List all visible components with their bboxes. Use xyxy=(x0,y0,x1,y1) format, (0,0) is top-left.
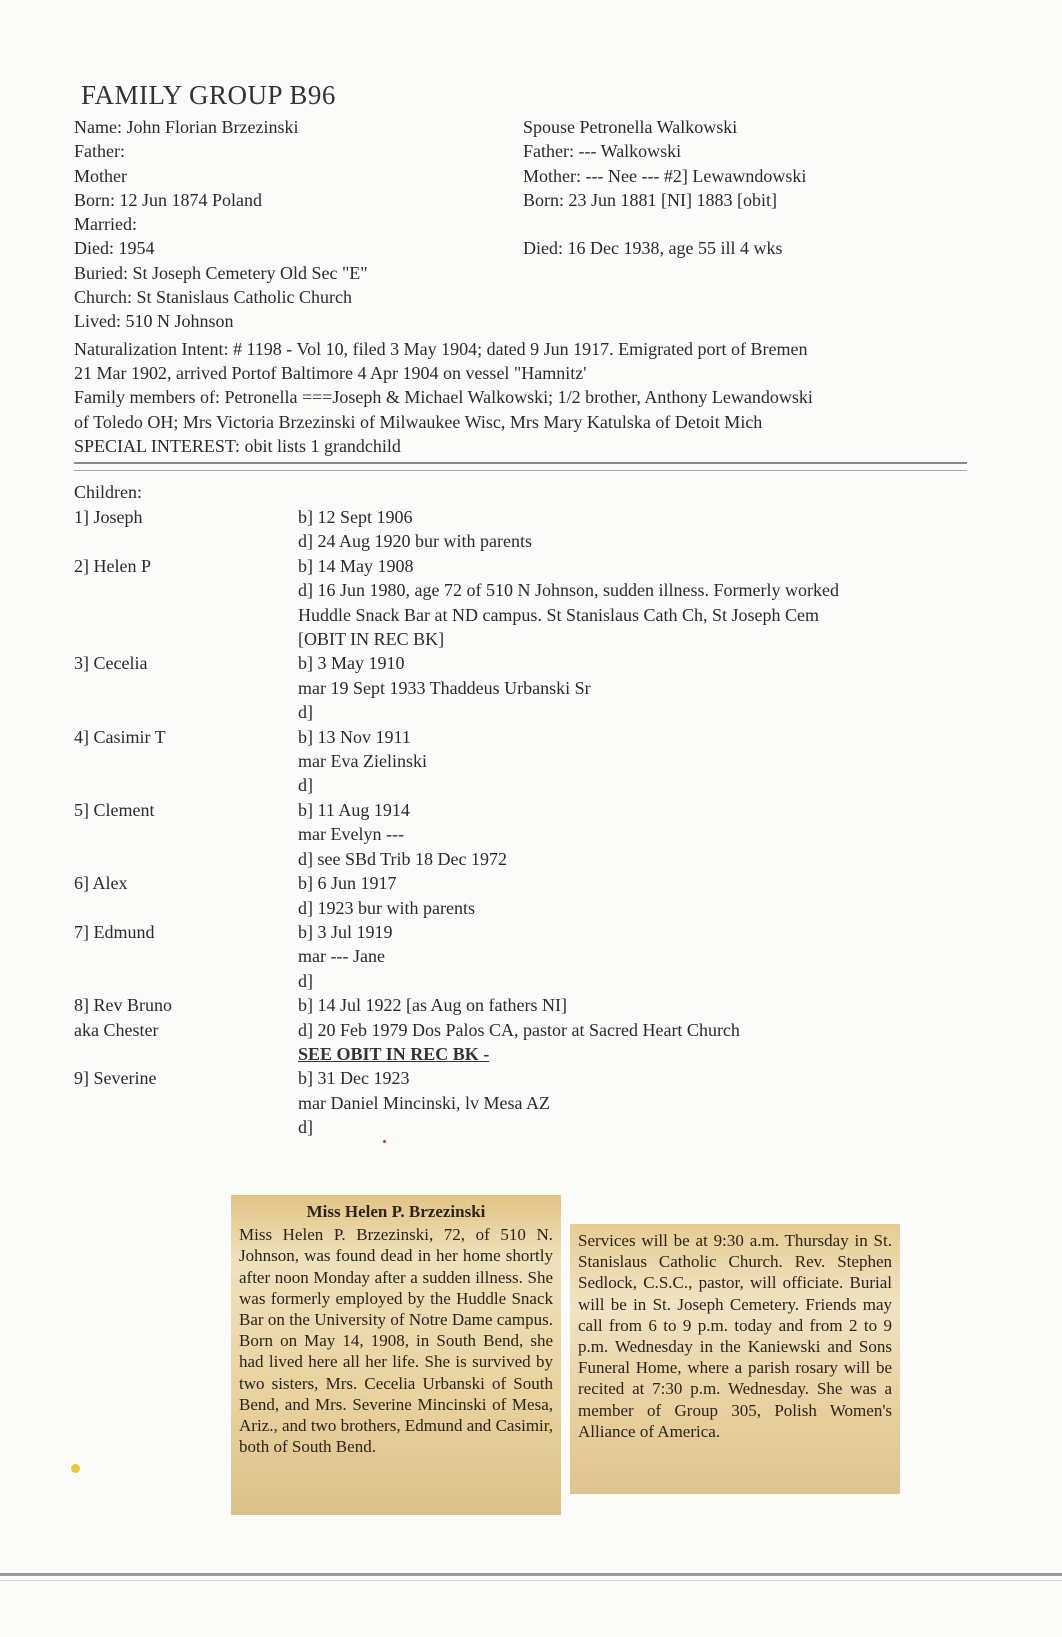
page-title: FAMILY GROUP B96 xyxy=(81,80,336,110)
child-entry xyxy=(74,554,974,652)
child-entry xyxy=(74,725,974,798)
husband-info xyxy=(74,115,368,334)
child-fact: mar Daniel Mincinski, lv Mesa AZ xyxy=(298,1092,550,1113)
child-fact: b] 13 Nov 1911 xyxy=(298,726,411,747)
child-fact: mar --- Jane xyxy=(298,946,385,967)
child-name: 4] Casimir T xyxy=(74,726,166,747)
spouse-born: Born: 23 Jun 1881 [NI] 1883 [obit] xyxy=(523,189,777,210)
obituary-text: Miss Helen P. Brzezinski, 72, of 510 N. Johnson, was found dead in her home shortly after noon Monday after a sudden illness. She was formerly employed by the Huddle Snack Bar on the University of Notre Dame campus. Born on May 14, 1908, in South Bend, she had lived here all her life. She is survived by two sisters, Mrs. Cecelia Urbanski of South Bend, and Mrs. Severine Mincinski of Mesa, Ariz., and two brothers, Edmund and Casimir, both of South Bend. xyxy=(239,1225,553,1457)
husband-mother: Mother xyxy=(74,165,127,186)
child-name: 3] Cecelia xyxy=(74,653,148,674)
child-fact: [OBIT IN REC BK] xyxy=(298,629,445,650)
note-line: of Toledo OH; Mrs Victoria Brzezinski of Milwaukee Wisc, Mrs Mary Katulska of Detoit Mich xyxy=(74,411,763,432)
page-edge xyxy=(0,1573,1062,1576)
children-label: Children: xyxy=(74,482,142,502)
child-fact: mar 19 Sept 1933 Thaddeus Urbanski Sr xyxy=(298,677,591,698)
child-fact: b] 3 Jul 1919 xyxy=(298,921,393,942)
child-fact: Huddle Snack Bar at ND campus. St Stanislaus Cath Ch, St Joseph Cem xyxy=(298,604,819,625)
child-fact: mar Evelyn --- xyxy=(298,824,404,845)
divider xyxy=(74,462,967,471)
husband-father: Father: xyxy=(74,141,125,162)
husband-died: Died: 1954 xyxy=(74,238,155,259)
child-alias: aka Chester xyxy=(74,1019,159,1040)
child-fact: d] 16 Jun 1980, age 72 of 510 N Johnson, sudden illness. Formerly worked xyxy=(298,580,839,601)
child-fact: b] 3 May 1910 xyxy=(298,653,405,674)
spouse-name: Spouse Petronella Walkowski xyxy=(523,117,738,137)
child-name: 5] Clement xyxy=(74,799,155,820)
child-entry xyxy=(74,798,974,871)
child-fact: mar Eva Zielinski xyxy=(298,751,427,772)
spouse-died: Died: 16 Dec 1938, age 55 ill 4 wks xyxy=(523,238,783,259)
child-name: 6] Alex xyxy=(74,873,128,894)
obituary-text: Services will be at 9:30 a.m. Thursday in St. Stanislaus Catholic Church. Rev. Stephen Sedlock, C.S.C., pastor, will officiate. Burial will be in St. Joseph Cemetery. Friends may call from 6 to 9 p.m. today and from 2 to 9 p.m. Wednesday in the Kaniewski and Sons Funeral Home, where a parish rosary will be recited at 7:30 p.m. Wednesday. She was a member of Group 305, Polish Women's Alliance of America. xyxy=(578,1231,892,1441)
children-list xyxy=(74,505,974,1140)
child-name: 1] Joseph xyxy=(74,507,143,527)
spouse-info xyxy=(523,115,806,261)
child-fact: b] 14 May 1908 xyxy=(298,555,414,576)
husband-lived: Lived: 510 N Johnson xyxy=(74,311,234,332)
stain-mark xyxy=(71,1464,80,1473)
child-fact: d] 20 Feb 1979 Dos Palos CA, pastor at Sacred Heart Church xyxy=(298,1019,740,1040)
child-fact: d] xyxy=(298,702,313,723)
child-fact: b] 12 Sept 1906 xyxy=(298,507,413,527)
child-name: 2] Helen P xyxy=(74,555,151,576)
note-line: SPECIAL INTEREST: obit lists 1 grandchild xyxy=(74,435,401,456)
husband-buried: Buried: St Joseph Cemetery Old Sec "E" xyxy=(74,262,368,283)
obituary-clipping-column-1 xyxy=(231,1195,561,1515)
obituary-clipping-column-2 xyxy=(570,1224,900,1494)
child-fact: b] 6 Jun 1917 xyxy=(298,873,397,894)
husband-married: Married: xyxy=(74,214,137,235)
husband-born: Born: 12 Jun 1874 Poland xyxy=(74,189,263,210)
ink-mark xyxy=(383,1140,386,1143)
child-fact: d] xyxy=(298,1117,313,1138)
child-entry xyxy=(74,1066,974,1139)
child-fact: d] xyxy=(298,775,313,796)
notes xyxy=(74,337,974,458)
child-fact: d] see SBd Trib 18 Dec 1972 xyxy=(298,848,508,869)
child-name: 7] Edmund xyxy=(74,921,155,942)
obit-reference: SEE OBIT IN REC BK - xyxy=(298,1043,490,1064)
child-name: 9] Severine xyxy=(74,1068,157,1089)
child-fact: d] 1923 bur with parents xyxy=(298,897,475,918)
child-fact: d] 24 Aug 1920 bur with parents xyxy=(298,531,532,552)
spouse-mother: Mother: --- Nee --- #2] Lewawndowski xyxy=(523,165,807,186)
obituary-headline: Miss Helen P. Brzezinski xyxy=(306,1202,486,1221)
child-fact: b] 14 Jul 1922 [as Aug on fathers NI] xyxy=(298,995,567,1016)
child-fact: d] xyxy=(298,970,313,991)
note-line: 21 Mar 1902, arrived Portof Baltimore 4 Apr 1904 on vessel "Hamnitz' xyxy=(74,363,587,384)
child-entry xyxy=(74,993,974,1066)
child-entry xyxy=(74,920,974,993)
spouse-father: Father: --- Walkowski xyxy=(523,141,682,162)
child-fact: b] 31 Dec 1923 xyxy=(298,1068,410,1089)
husband-church: Church: St Stanislaus Catholic Church xyxy=(74,287,352,308)
page-edge xyxy=(0,1580,1062,1581)
note-line: Naturalization Intent: # 1198 - Vol 10, filed 3 May 1904; dated 9 Jun 1917. Emigrated port of Bremen xyxy=(74,339,808,359)
note-line: Family members of: Petronella ===Joseph & Michael Walkowski; 1/2 brother, Anthony Lewandowski xyxy=(74,387,813,408)
child-fact: b] 11 Aug 1914 xyxy=(298,799,410,820)
husband-name: Name: John Florian Brzezinski xyxy=(74,117,299,137)
child-name: 8] Rev Bruno xyxy=(74,995,172,1016)
child-entry xyxy=(74,651,974,724)
child-entry xyxy=(74,871,974,920)
child-entry xyxy=(74,505,974,554)
